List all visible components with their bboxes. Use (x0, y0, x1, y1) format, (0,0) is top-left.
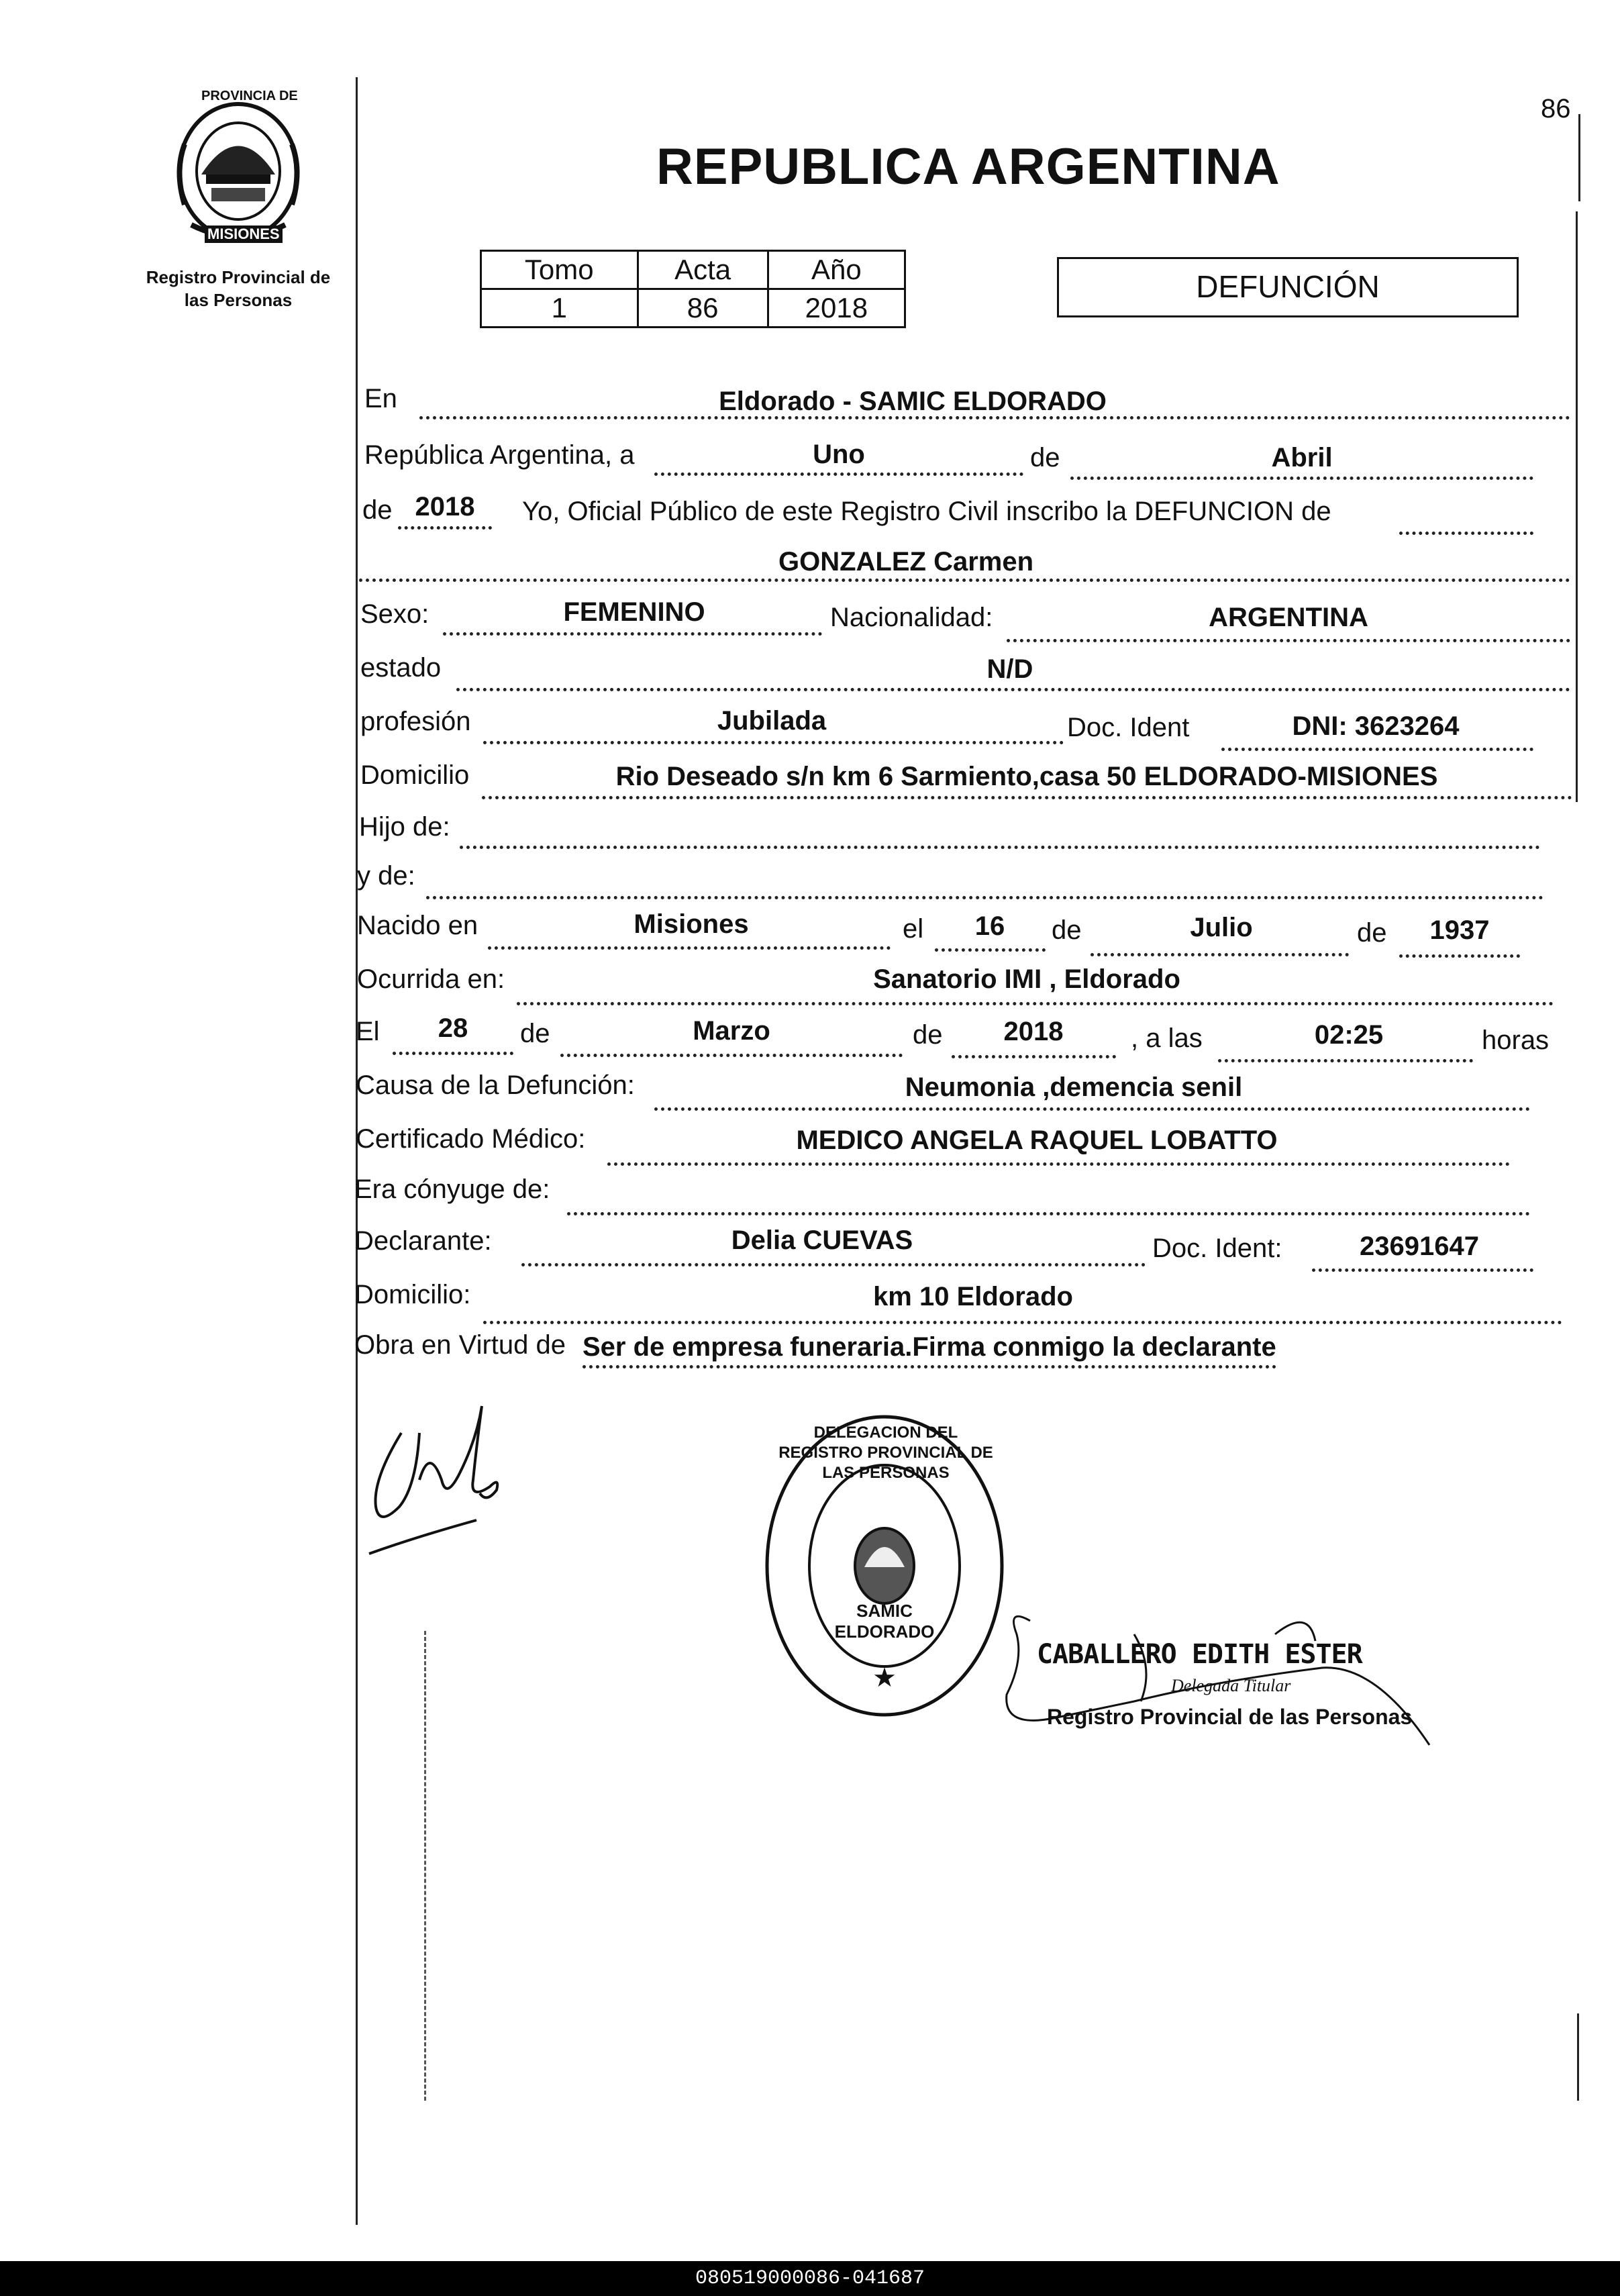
right-margin-rule (1576, 211, 1578, 802)
ocurrida-line (517, 1002, 1554, 1005)
stamp-name: CABALLERO EDITH ESTER (1037, 1639, 1362, 1670)
conyuge-label: Era cónyuge de: (354, 1175, 550, 1204)
declarant-signature (362, 1393, 537, 1567)
nacido-value: Misiones (634, 909, 749, 939)
stamp-role: Delegada Titular (1171, 1676, 1291, 1695)
year-de-label: de (362, 495, 393, 525)
value-tomo: 1 (481, 289, 638, 328)
hijo-line (460, 846, 1540, 849)
profesion-value: Jubilada (717, 706, 827, 736)
causa-value: Neumonia ,demencia senil (905, 1072, 1243, 1102)
certificado-line (607, 1162, 1510, 1166)
reference-table-header-row (481, 251, 905, 289)
death-day-value: 28 (438, 1013, 468, 1043)
certificado-label: Certificado Médico: (356, 1124, 586, 1154)
sexo-line (443, 632, 822, 636)
right-margin-rule-bottom (1577, 2013, 1579, 2101)
birth-day-line (935, 948, 1046, 952)
day-line (654, 472, 1023, 476)
domicilio2-value: km 10 Eldorado (873, 1282, 1073, 1311)
doc-ident-line (1221, 748, 1533, 751)
doc-ident2-value: 23691647 (1360, 1232, 1479, 1261)
nacionalidad-label: Nacionalidad: (830, 603, 993, 632)
birth-year-de-label: de (1357, 918, 1387, 948)
hijo-label: Hijo de: (359, 812, 450, 842)
birth-year-line (1399, 954, 1520, 958)
declarante-label: Declarante: (354, 1226, 492, 1256)
nacido-label: Nacido en (357, 911, 478, 940)
value-acta: 86 (638, 289, 768, 328)
conyuge-line (567, 1212, 1530, 1215)
sexo-value: FEMENINO (563, 597, 705, 627)
header-acta: Acta (638, 251, 768, 289)
causa-label: Causa de la Defunción: (356, 1070, 635, 1100)
profesion-label: profesión (360, 707, 471, 736)
estado-label: estado (360, 653, 442, 683)
birth-el-label: el (903, 914, 924, 944)
statement-text: Yo, Oficial Público de este Registro Civil inscribo la DEFUNCION de (522, 497, 1331, 526)
obra-label: Obra en Virtud de (354, 1330, 566, 1360)
month-de-label: de (1030, 443, 1060, 472)
svg-text:★: ★ (872, 1663, 897, 1693)
causa-line (654, 1107, 1530, 1111)
death-year-de-label: de (913, 1020, 943, 1050)
death-month-value: Marzo (693, 1016, 770, 1046)
birth-month-line (1091, 953, 1349, 956)
doc-ident-label: Doc. Ident (1067, 713, 1190, 742)
registry-caption (128, 266, 349, 311)
en-label: En (364, 384, 397, 413)
domicilio-label: Domicilio (360, 760, 470, 790)
seal-inner-text: SAMIC ELDORADO (834, 1601, 935, 1642)
emblem-text-bottom: MISIONES (205, 226, 283, 243)
sexo-label: Sexo: (360, 599, 429, 629)
estado-line (456, 688, 1570, 691)
emblem-text-top: PROVINCIA DE (201, 89, 298, 103)
barcode-footer: 080519000086-041687 (0, 2261, 1620, 2296)
death-year-value: 2018 (1003, 1017, 1064, 1046)
statement-line (1399, 532, 1533, 535)
right-margin-rule-top (1578, 114, 1580, 201)
registry-caption-line2: las Personas (184, 290, 293, 310)
day-words-value: Uno (813, 440, 865, 469)
page-title: REPUBLICA ARGENTINA (656, 138, 1280, 195)
death-day-line (393, 1052, 513, 1055)
month-line (1070, 477, 1533, 480)
domicilio2-label: Domicilio: (354, 1280, 471, 1309)
nacido-line (488, 946, 891, 950)
death-year-line (952, 1055, 1116, 1058)
nacionalidad-line (1007, 639, 1570, 642)
certificado-value: MEDICO ANGELA RAQUEL LOBATTO (796, 1126, 1278, 1155)
doc-ident-value: DNI: 3623264 (1292, 711, 1460, 741)
seal-outer-text: DELEGACION DEL REGISTRO PROVINCIAL DE LAS PERSONAS (778, 1424, 993, 1482)
stamp-office: Registro Provincial de las Personas (1047, 1705, 1413, 1729)
reference-table-value-row (481, 289, 905, 328)
dashed-guide (424, 1631, 426, 2101)
domicilio-line (482, 796, 1572, 799)
value-ano: 2018 (768, 289, 905, 328)
yde-line (426, 896, 1543, 899)
doc-ident2-line (1312, 1268, 1533, 1272)
death-time-value: 02:25 (1314, 1020, 1384, 1050)
page-number: 86 (1541, 94, 1571, 123)
birth-month-de-label: de (1052, 915, 1082, 945)
death-el-label: El (356, 1017, 380, 1046)
alas-label: , a las (1131, 1024, 1203, 1053)
death-month-de-label: de (520, 1019, 550, 1048)
year-value: 2018 (415, 492, 475, 521)
birth-year-value: 1937 (1429, 915, 1490, 945)
month-value: Abril (1271, 443, 1333, 472)
birth-day-value: 16 (974, 911, 1005, 941)
ocurrida-value: Sanatorio IMI , Eldorado (873, 964, 1180, 994)
death-month-line (560, 1054, 903, 1057)
reference-table (480, 250, 906, 328)
deceased-name-line (359, 579, 1570, 582)
estado-value: N/D (986, 654, 1033, 684)
declarante-line (521, 1263, 1146, 1266)
document-type-box: DEFUNCIÓN (1057, 257, 1519, 317)
province-emblem (164, 91, 312, 245)
domicilio2-line (483, 1321, 1562, 1324)
yde-label: y de: (357, 861, 415, 891)
ocurrida-label: Ocurrida en: (357, 964, 505, 994)
profesion-line (483, 741, 1064, 744)
doc-ident2-label: Doc. Ident: (1152, 1234, 1282, 1263)
year-line (398, 526, 492, 530)
header-ano: Año (768, 251, 905, 289)
registry-caption-line1: Registro Provincial de (146, 267, 331, 287)
deceased-name-value: GONZALEZ Carmen (778, 547, 1034, 577)
death-time-line (1218, 1059, 1473, 1062)
en-value: Eldorado - SAMIC ELDORADO (719, 387, 1107, 416)
nacionalidad-value: ARGENTINA (1209, 603, 1368, 632)
republica-label: República Argentina, a (364, 440, 635, 470)
horas-label: horas (1482, 1026, 1550, 1055)
declarante-value: Delia CUEVAS (731, 1226, 913, 1255)
header-tomo: Tomo (481, 251, 638, 289)
obra-value: Ser de empresa funeraria.Firma conmigo la declarante (583, 1332, 1276, 1368)
birth-month-value: Julio (1190, 913, 1253, 942)
domicilio-value: Rio Deseado s/n km 6 Sarmiento,casa 50 ELDORADO-MISIONES (615, 762, 1438, 791)
